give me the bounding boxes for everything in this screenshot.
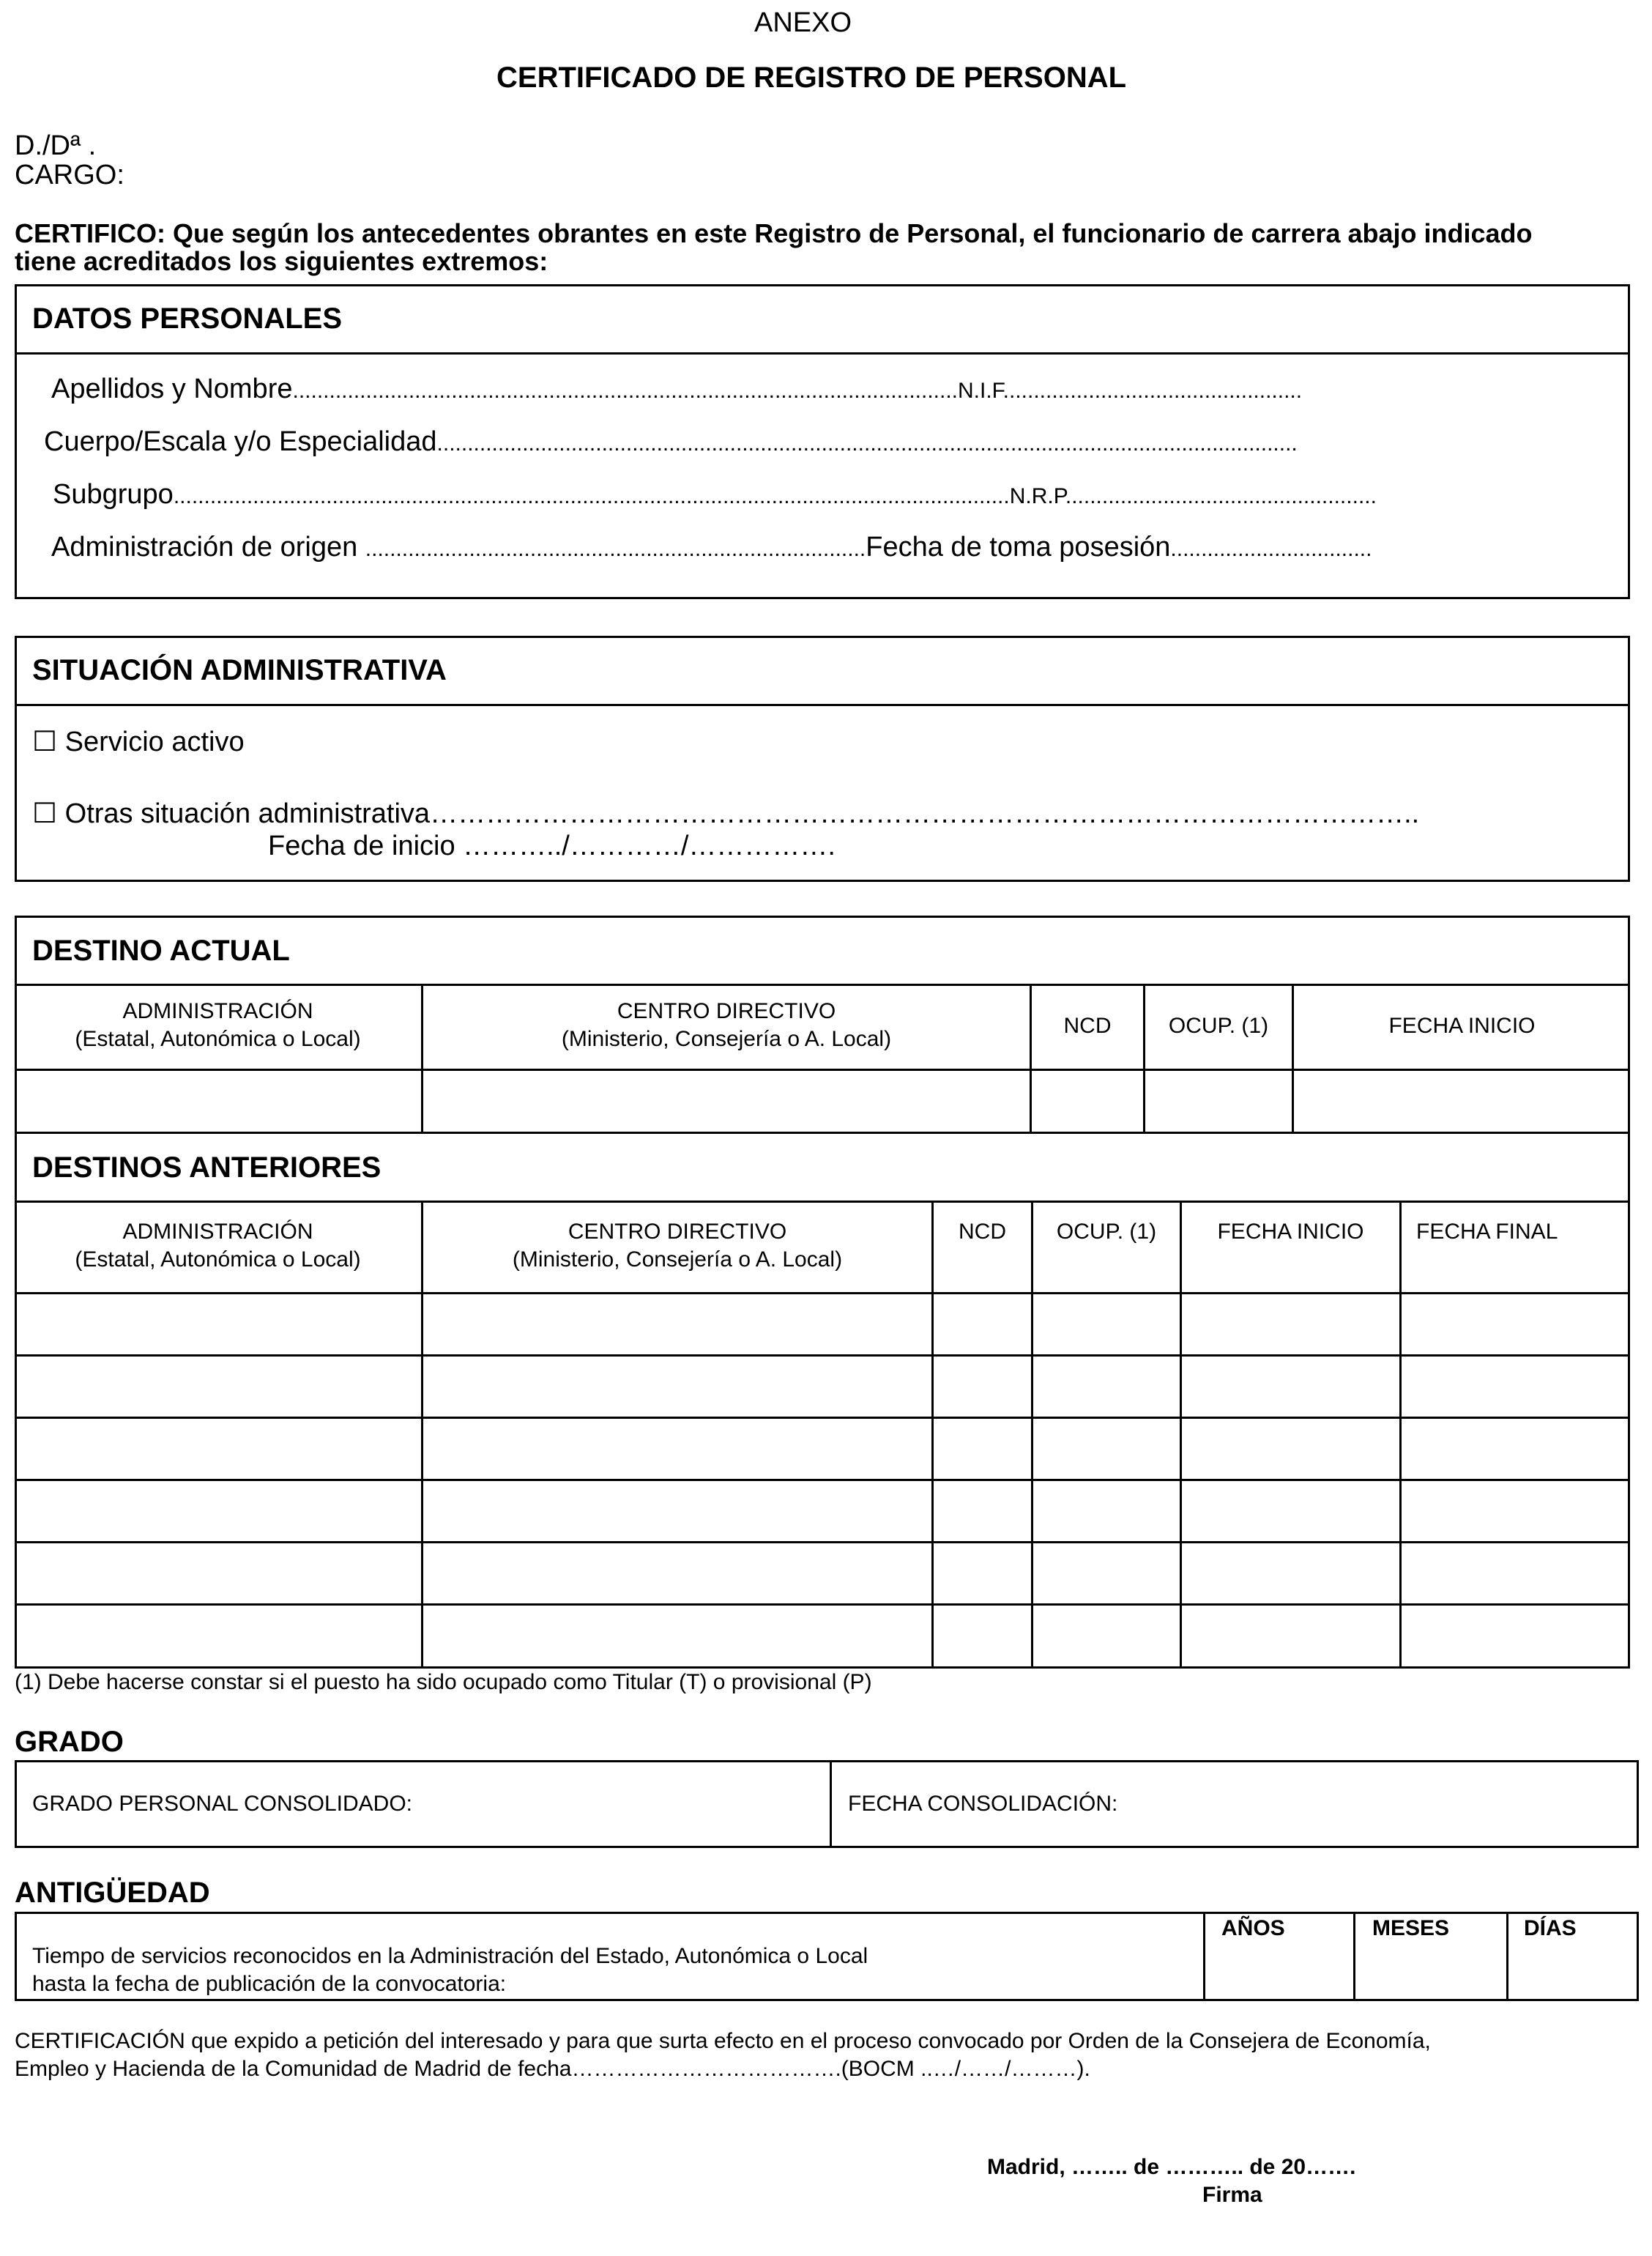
lugar-fecha[interactable]: Madrid, …….. de ……….. de 20……. bbox=[987, 2155, 1356, 2179]
subgrupo-row bbox=[53, 479, 1377, 511]
antiguedad-line-2: hasta la fecha de publicación de la convocatoria: bbox=[32, 1972, 507, 1996]
column-divider bbox=[1031, 1201, 1033, 1669]
datos-personales-title: DATOS PERSONALES bbox=[32, 303, 343, 335]
fecha-inicio-label: Fecha de inicio bbox=[268, 831, 455, 861]
divider bbox=[15, 1417, 1630, 1419]
divider bbox=[15, 984, 1630, 986]
divider bbox=[15, 1132, 1630, 1134]
checkbox-icon[interactable]: ☐ bbox=[32, 727, 58, 757]
destino-actual-title: DESTINO ACTUAL bbox=[32, 935, 290, 967]
admin-origen-dots[interactable]: .................................................................................. bbox=[365, 537, 866, 561]
da-col-fecha-inicio: FECHA INICIO bbox=[1388, 1014, 1536, 1038]
subgrupo-label: Subgrupo bbox=[53, 479, 174, 510]
dan-col-centro bbox=[423, 1218, 931, 1274]
otras-situacion-row bbox=[32, 797, 1419, 830]
apellidos-row bbox=[51, 374, 1302, 405]
dd-label: D./Dª . bbox=[15, 130, 97, 161]
antiguedad-line-1: Tiempo de servicios reconocidos en la Administración del Estado, Autonómica o Local bbox=[32, 1944, 868, 1968]
grado-title: GRADO bbox=[15, 1726, 124, 1758]
divider bbox=[15, 1354, 1630, 1357]
dan-col-centro-line-1: CENTRO DIRECTIVO bbox=[568, 1220, 787, 1244]
column-divider bbox=[1292, 984, 1294, 1132]
fecha-inicio-blanks[interactable]: ………../…………/……………. bbox=[463, 831, 836, 861]
dan-col-fecha-final: FECHA FINAL bbox=[1416, 1220, 1558, 1244]
da-col-ncd: NCD bbox=[1063, 1014, 1112, 1038]
antiguedad-text bbox=[32, 1943, 868, 1998]
fecha-toma-label: Fecha de toma posesión bbox=[866, 532, 1171, 563]
column-divider bbox=[1030, 984, 1032, 1132]
da-col-centro bbox=[423, 998, 1030, 1053]
admin-origen-label: Administración de origen bbox=[51, 532, 358, 563]
checkbox-icon[interactable]: ☐ bbox=[32, 798, 58, 829]
subgrupo-dots[interactable]: ......................................................................................................................................... bbox=[173, 484, 1010, 508]
dias-label: DÍAS bbox=[1524, 1916, 1577, 1940]
column-divider bbox=[1180, 1201, 1182, 1669]
servicio-activo-row bbox=[32, 725, 245, 758]
servicio-activo-label: Servicio activo bbox=[64, 727, 245, 757]
apellidos-label: Apellidos y Nombre bbox=[51, 374, 293, 404]
situacion-title: SITUACIÓN ADMINISTRATIVA bbox=[32, 654, 447, 686]
divider bbox=[15, 1479, 1630, 1481]
dan-col-ocup: OCUP. (1) bbox=[1056, 1220, 1157, 1244]
apellidos-dots[interactable]: ............................................................................................................. bbox=[292, 379, 958, 403]
fecha-toma-dots[interactable]: ................................. bbox=[1170, 537, 1372, 561]
fecha-inicio-row bbox=[268, 831, 836, 862]
dan-col-admin bbox=[15, 1218, 421, 1274]
certifico-text bbox=[15, 220, 1533, 275]
divider bbox=[15, 352, 1630, 355]
certifico-line-1: CERTIFICO: Que según los antecedentes obrantes en este Registro de Personal, el funcionario de carrera abajo indicado bbox=[15, 218, 1533, 248]
column-divider bbox=[1399, 1201, 1402, 1669]
anos-label: AÑOS bbox=[1221, 1916, 1285, 1940]
nrp-label: N.R.P bbox=[1009, 484, 1065, 508]
cuerpo-row bbox=[44, 426, 1298, 458]
da-col-admin-line-1: ADMINISTRACIÓN bbox=[122, 999, 313, 1023]
dan-col-admin-line-1: ADMINISTRACIÓN bbox=[122, 1220, 313, 1244]
column-divider bbox=[931, 1201, 934, 1669]
page-title: CERTIFICADO DE REGISTRO DE PERSONAL bbox=[496, 62, 1127, 94]
grado-consolidado-label: GRADO PERSONAL CONSOLIDADO: bbox=[32, 1792, 412, 1816]
cuerpo-label: Cuerpo/Escala y/o Especialidad bbox=[44, 426, 437, 457]
divider bbox=[15, 1603, 1630, 1606]
dan-col-fecha-inicio: FECHA INICIO bbox=[1217, 1220, 1364, 1244]
nif-dots[interactable]: ............................................... bbox=[1015, 379, 1303, 403]
certificacion-line-2: Empleo y Hacienda de la Comunidad de Madrid de fecha……………………………….(BOCM ..…/……/………). bbox=[15, 2057, 1090, 2081]
dan-col-ncd: NCD bbox=[959, 1220, 1006, 1244]
divider bbox=[15, 704, 1630, 706]
divider bbox=[15, 1201, 1630, 1203]
annex-label: ANEXO bbox=[754, 7, 852, 38]
column-divider bbox=[830, 1760, 832, 1848]
nrp-dots[interactable]: ................................................... bbox=[1065, 484, 1377, 508]
da-col-centro-line-2: (Ministerio, Consejería o A. Local) bbox=[561, 1027, 892, 1051]
meses-label: MESES bbox=[1372, 1916, 1450, 1940]
admin-origen-row bbox=[51, 532, 1372, 563]
firma-label: Firma bbox=[1202, 2183, 1262, 2207]
certificacion-text bbox=[15, 2027, 1431, 2083]
otras-situacion-dots[interactable]: …………………………………………………………………………………………….. bbox=[430, 798, 1420, 829]
otras-situacion-label: Otras situación administrativa bbox=[64, 798, 431, 829]
da-col-admin-line-2: (Estatal, Autonómica o Local) bbox=[75, 1027, 361, 1051]
dan-col-admin-line-2: (Estatal, Autonómica o Local) bbox=[75, 1247, 361, 1272]
column-divider bbox=[1143, 984, 1145, 1132]
footnote: (1) Debe hacerse constar si el puesto ha sido ocupado como Titular (T) o provisional (P) bbox=[15, 1670, 872, 1694]
certifico-line-2: tiene acreditados los siguientes extremos: bbox=[15, 246, 548, 276]
antiguedad-title: ANTIGÜEDAD bbox=[15, 1877, 210, 1909]
da-col-admin bbox=[15, 998, 421, 1053]
column-divider bbox=[1203, 1912, 1205, 2001]
divider bbox=[15, 1541, 1630, 1543]
column-divider bbox=[1506, 1912, 1508, 2001]
cuerpo-dots[interactable]: ............................................................................................................................................. bbox=[436, 431, 1298, 456]
fecha-consolidacion-label: FECHA CONSOLIDACIÓN: bbox=[848, 1792, 1118, 1816]
da-col-centro-line-1: CENTRO DIRECTIVO bbox=[617, 999, 836, 1023]
nif-label: N.I.F.. bbox=[958, 379, 1016, 403]
divider bbox=[15, 1069, 1630, 1071]
destinos-anteriores-title: DESTINOS ANTERIORES bbox=[32, 1151, 382, 1184]
divider bbox=[15, 1292, 1630, 1294]
certificacion-line-1: CERTIFICACIÓN que expido a petición del interesado y para que surta efecto en el proceso convocado por Orden de la Consejera de Economía, bbox=[15, 2029, 1431, 2053]
cargo-label: CARGO: bbox=[15, 160, 124, 190]
column-divider bbox=[1353, 1912, 1355, 2001]
dan-col-centro-line-2: (Ministerio, Consejería o A. Local) bbox=[512, 1247, 843, 1272]
da-col-ocup: OCUP. (1) bbox=[1168, 1014, 1269, 1038]
